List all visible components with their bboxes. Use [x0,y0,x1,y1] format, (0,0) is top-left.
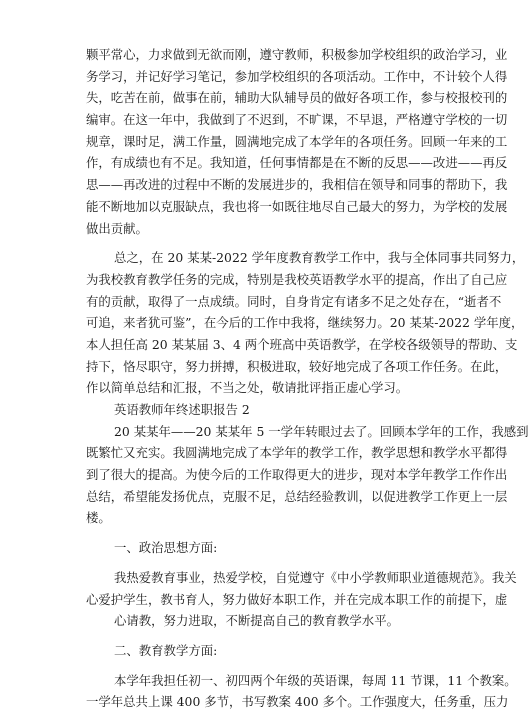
document-page [86,44,529,713]
text-line: 为我校教育教学任务的完成，特别是我校英语教学水平的提高，作出了自己应 [86,271,508,287]
paragraph [86,421,529,529]
text-line: 我热爱教育事业，热爱学校，自觉遵守《中小学教师职业道德规范》。我关 [114,569,517,585]
text-line: 本学年我担任初一、初四两个年级的英语课，每周 11 节课，11 个教案。 [114,672,517,688]
report-title: 英语教师年终述职报告 2 [114,402,250,417]
paragraph [86,670,517,713]
text-line: 本人担任高 20 某某届 3、4 两个班高中英语教学，在学校各级领导的帮助、支 [86,336,518,352]
text-line: 规章，课时足，满工作量，圆满地完成了本学年的各项任务。回顾一年来的工 [86,133,508,149]
paragraph [86,247,525,399]
text-line: 作以简单总结和汇报，不当之处，敬请批评指正虚心学习。 [86,380,409,396]
spacer [86,239,420,247]
paragraph [86,44,508,239]
heading-politics: 一、政治思想方面: [114,540,218,556]
text-line: 作，有成绩也有不足。我知道，任何事情都是在不断的反思——改进——再反 [86,155,508,171]
text-line: 心请教，努力进取，不断提高自己的教育教学水平。 [114,613,399,629]
spacer [86,559,420,567]
text-line: 务学习，并记好学习笔记，参加学校组织的各项活动。工作中，不计较个人得 [86,68,508,84]
text-line: 到了很大的提高。为使今后的工作取得更大的进步，现对本学年教学工作作出 [86,467,508,483]
text-line: 总之，在 20 某某-2022 学年度教育教学工作中，我与全体同事共同努力， [114,250,525,266]
section-heading [86,537,420,559]
text-line: 有的贡献，取得了一点成绩。同时，自身肯定有诸多不足之处存在，“逝者不 [86,293,502,309]
text-line: 失，吃苦在前，做事在前，辅助大队辅导员的做好各项工作，参与校报校刊的 [86,90,508,106]
text-line: 编审。在这一年中，我做到了不迟到，不旷课，不早退，严格遵守学校的一切 [86,112,508,128]
text-line: 可追，来者犹可鉴”，在今后的工作中我将，继续努力。20 某某-2022 学年度， [86,315,524,331]
text-line: 持下，恪尽职守，努力拼搏，积极进取，较好地完成了各项工作任务。在此， [86,358,508,374]
text-line: 能不断地加以克服缺点，我也将一如既往地尽自己最大的努力，为学校的发展 [86,198,508,214]
text-line: 思——再改进的过程中不断的发展进步的，我相信在领导和同事的帮助下，我 [86,177,508,193]
section-heading [86,399,420,421]
text-line: 一学年总共上课 400 多节，书写教案 400 多个。工作强度大，任务重，压力 [86,694,509,710]
spacer [86,662,420,670]
text-line: 总结，希望能发扬优点，克服不足，总结经验教训，以促进教学工作更上一层 [86,488,508,504]
text-line: 做出贡献。 [86,220,148,236]
heading-teaching: 二、教育教学方面: [114,642,218,658]
section-heading [86,640,420,662]
text-line: 楼。 [86,510,111,526]
text-line: 20 某某年——20 某某年 5 一学年转眼过去了。回顾本学年的工作，我感到 [114,423,529,439]
spacer [86,632,420,640]
text-line: 既繁忙又充实。我圆满地完成了本学年的教学工作，教学思想和教学水平都得 [86,445,508,461]
text-line: 颗平常心，力求做到无欲而刚，遵守教师，积极参加学校组织的政治学习，业 [86,47,508,62]
text-line: 心爱护学生，教书育人，努力做好本职工作，并在完成本职工作的前提下，虚 [86,591,508,607]
paragraph [86,567,517,632]
spacer [86,529,420,537]
